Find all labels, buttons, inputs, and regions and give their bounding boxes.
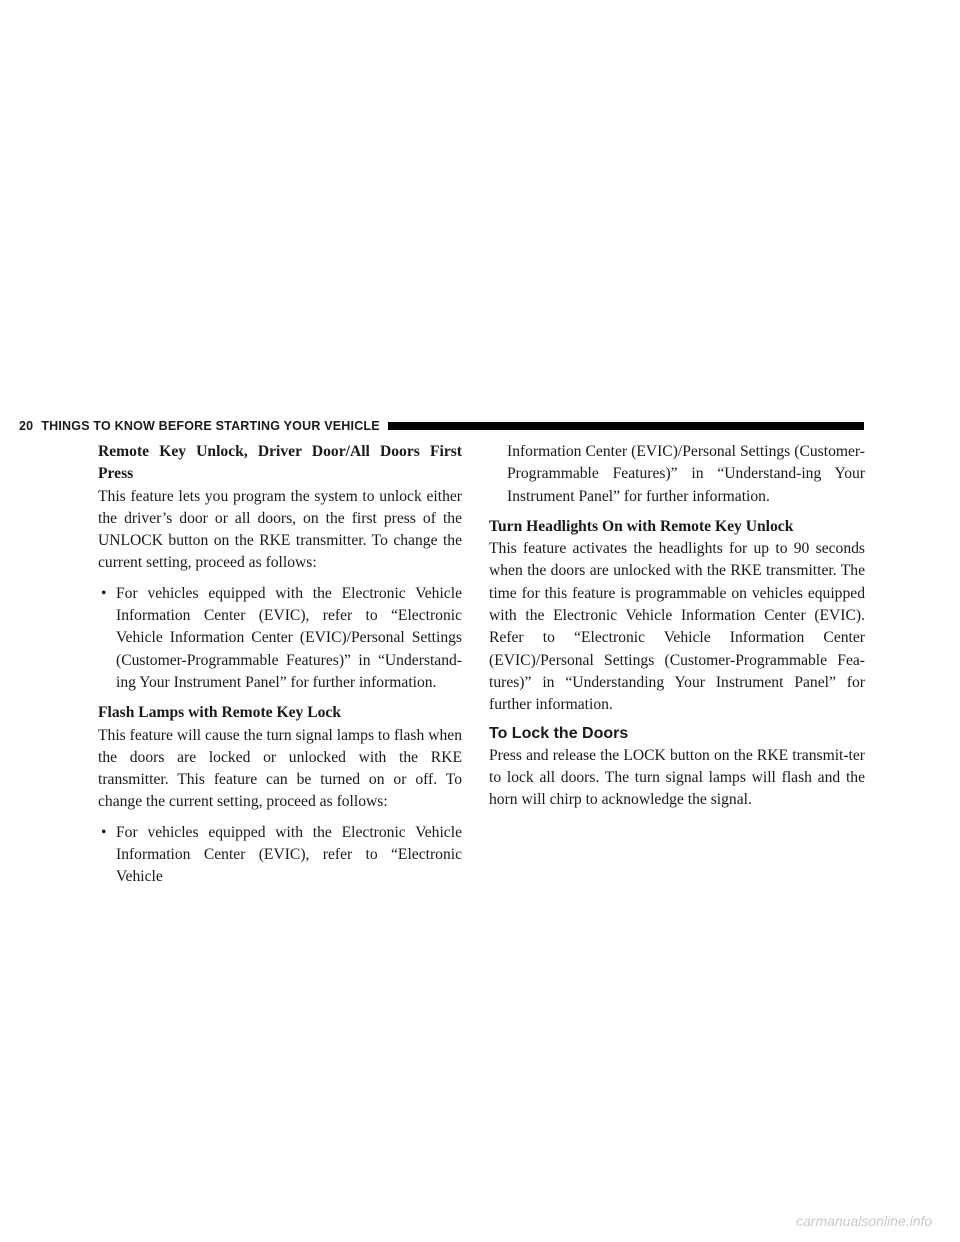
bullet-list [98,583,462,694]
bullet-list [98,822,462,889]
list-item-continuation: Information Center (EVIC)/Personal Settings (Customer-Programmable Features)” in “Understand-ing Your Instrument Panel” for further information. [507,443,865,505]
watermark: carmanualsonline.info [796,1213,933,1229]
page-header [19,418,864,434]
bullet-icon: • [101,823,107,841]
header-rule [388,422,864,430]
section-heading-turn-headlights: Turn Headlights On with Remote Key Unlock [489,517,794,535]
chapter-title: THINGS TO KNOW BEFORE STARTING YOUR VEHICLE [41,419,380,433]
section-heading-remote-key-unlock: Remote Key Unlock, Driver Door/All Doors First Press [98,443,462,483]
list-item-text: For vehicles equipped with the Electronic Vehicle Information Center (EVIC), refer to “Electronic Vehicle [116,823,462,886]
right-column [489,441,865,811]
section-body-lock-doors: Press and release the LOCK button on the RKE transmit-ter to lock all doors. The turn signal lamps will flash and the horn will chirp to acknowledge the signal. [489,746,865,809]
list-item [98,822,462,889]
section-body-remote-key-unlock: This feature lets you program the system to unlock either the driver’s door or all doors, on the first press of the UNLOCK button on the RKE transmitter. To change the current setting, proceed as follows: [98,487,462,572]
page-number: 20 [19,419,34,433]
section-heading-lock-doors: To Lock the Doors [489,724,629,742]
left-column [98,441,462,889]
section-heading-flash-lamps: Flash Lamps with Remote Key Lock [98,704,341,722]
list-item-text: For vehicles equipped with the Electronic Vehicle Information Center (EVIC), refer to “Electronic Vehicle Information Center (EVIC)/Personal Settings (Customer-Programmable Features)” in “Understand-ing Your Instrument Panel” for further information. [116,584,462,691]
bullet-icon: • [101,584,107,602]
section-body-turn-headlights: This feature activates the headlights for up to 90 seconds when the doors are unlocked with the RKE transmitter. The time for this feature is programmable on vehicles equipped with the Electronic Vehicle Information Center (EVIC). Refer to “Electronic Vehicle Information Center (EVIC)/Personal Settings (Customer-Programmable Fea-tures)” in “Understanding Your Instrument Panel” for further information. [489,540,865,714]
section-body-flash-lamps: This feature will cause the turn signal lamps to flash when the doors are locked or unlocked with the RKE transmitter. This feature can be turned on or off. To change the current setting, proceed as follows: [98,726,462,811]
list-item [98,583,462,694]
